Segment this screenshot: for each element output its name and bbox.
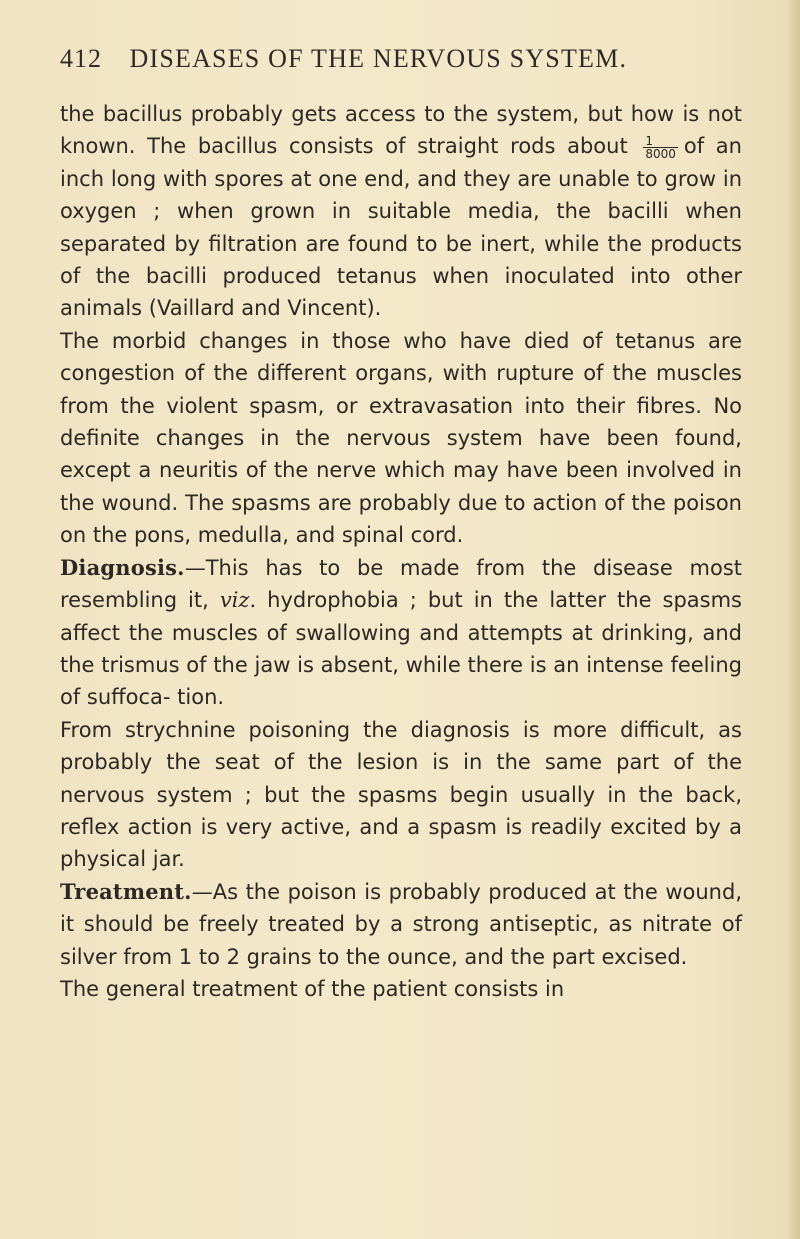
fraction-numerator: 1 <box>643 135 678 148</box>
treatment-heading: Treatment. <box>60 878 192 904</box>
treatment-text: —As the poison is probably produced at the wound, it should be freely treated by a strong antiseptic, as nitrate of silver from 1 to 2 grains to the ounce, and the part excised. <box>60 879 742 969</box>
diagnosis-text-end: hydrophobia ; but in the latter the spasms affect the muscles of swallowing and attempts at drinking, and the trismus of the jaw is absent, while there is an intense feeling of suffoca- tion. <box>60 588 743 710</box>
diagnosis-text-start: —This has to be made from the disease most resembling it, <box>60 555 742 613</box>
paragraph-general-treatment: The general treatment of the patient consists in <box>60 976 565 1001</box>
fraction <box>643 135 678 160</box>
paragraph-bacillus-end: of an inch long with spores at one end, and they are unable to grow in oxygen ; when grown in suitable media, the bacilli when separated by filtration are found to be inert, while the products of the bacilli produced tetanus when inoculated into other animals (Vaillard and Vincent). <box>60 134 742 321</box>
body-text <box>60 98 742 1005</box>
running-title: DISEASES OF THE NERVOUS SYSTEM. <box>129 44 628 73</box>
page-edge-shadow <box>786 0 800 1239</box>
fraction-denominator: 8000 <box>645 146 676 161</box>
diagnosis-heading: Diagnosis. <box>60 554 185 580</box>
paragraph-morbid-changes: The morbid changes in those who have died of tetanus are congestion of the different organs, with rupture of the muscles from the violent spasm, or extravasation into their fibres. No definite changes in the nervous system have been found, except a neuritis of the nerve which may have been involved in the wound. The spasms are probably due to action of the poison on the pons, medulla, and spinal cord. <box>60 328 742 548</box>
page-number: 412 <box>60 44 102 73</box>
paragraph-bacillus <box>60 98 742 325</box>
paragraph-diagnosis <box>60 552 742 714</box>
paragraph-bacillus-start: the bacillus probably gets access to the system, but how is not known. The bacillus consists of straight rods about <box>60 102 742 159</box>
running-head <box>60 44 760 74</box>
paragraph-strychnine: From strychnine poisoning the diagnosis is more difficult, as probably the seat of the lesion is in the same part of the nervous system ; but the spasms begin usually in the back, reflex action is very active, and a spasm is readily excited by a physical jar. <box>60 717 742 872</box>
paragraph-treatment <box>60 876 742 973</box>
viz-abbreviation: viz. <box>219 588 257 613</box>
